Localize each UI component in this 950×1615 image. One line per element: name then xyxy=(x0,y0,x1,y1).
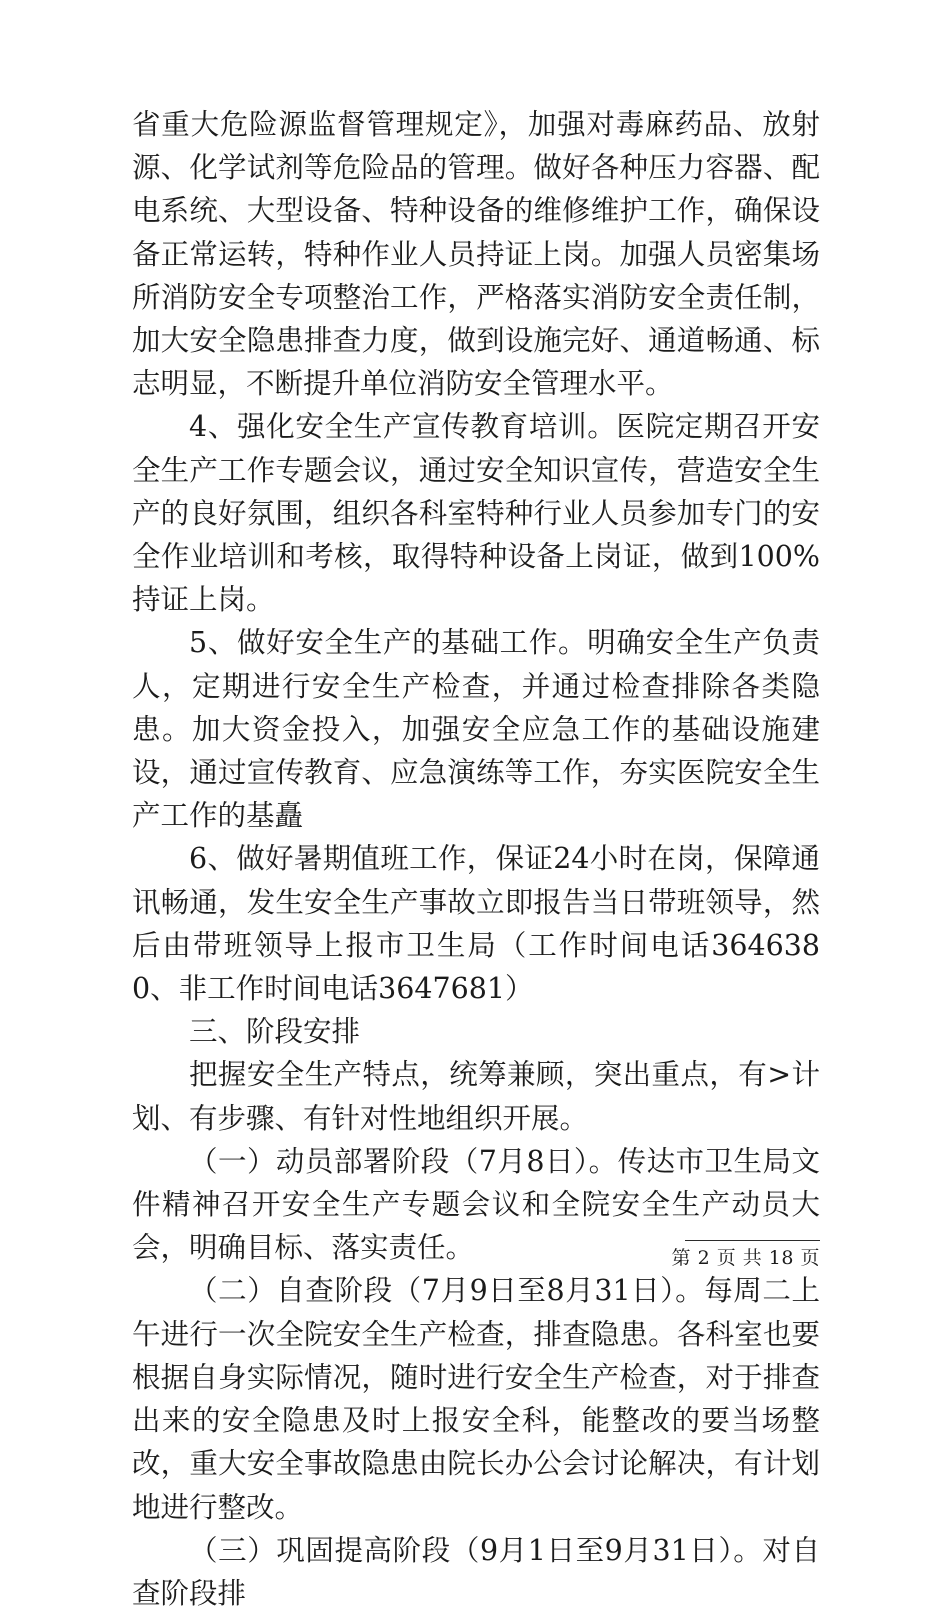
paragraph-phase-one-mobilization: （一）动员部署阶段（7月8日）。传达市卫生局文件精神召开安全生产专题会议和全院安全生产动员大会，明确目标、落实责任。 xyxy=(132,1144,820,1265)
page-number-label: 第 2 页 共 18 页 xyxy=(671,1247,820,1269)
paragraph-phase-three-consolidation: （三）巩固提高阶段（9月1日至9月31日）。对自查阶段排 xyxy=(132,1533,820,1610)
paragraph-item-4-training: 4、强化安全生产宣传教育培训。医院定期召开安全生产工作专题会议，通过安全知识宣传，营造安全生产的良好氛围，组织各科室特种行业人员参加专门的安全作业培训和考核，取得特种设备上岗证，做到100%持证上岗。 xyxy=(132,410,820,617)
paragraph-item-5-foundation-work: 5、做好安全生产的基础工作。明确安全生产负责人，定期进行安全生产检查，并通过检查排除各类隐患。加大资金投入，加强安全应急工作的基础设施建设，通过宣传教育、应急演练等工作，夯实医院安全生产工作的基矗 xyxy=(132,626,820,833)
paragraph-phase-two-self-inspection: （二）自查阶段（7月9日至8月31日）。每周二上午进行一次全院安全生产检查，排查隐患。各科室也要根据自身实际情况，随时进行安全生产检查，对于排查出来的安全隐患及时上报安全科，能整改的要当场整改，重大安全事故隐患由院长办公会讨论解决，有计划地进行整改。 xyxy=(132,1274,820,1524)
paragraph-section-three-intro: 把握安全生产特点，统筹兼顾，突出重点，有>计划、有步骤、有针对性地组织开展。 xyxy=(132,1058,820,1135)
document-body xyxy=(132,103,820,1615)
paragraph-item-6-summer-duty: 6、做好暑期值班工作，保证24小时在岗，保障通讯畅通，发生安全生产事故立即报告当日带班领导，然后由带班领导上报市卫生局（工作时间电话3646380、非工作时间电话3647681） xyxy=(132,842,820,1006)
paragraph-continued-hazardous-materials: 省重大危险源监督管理规定》，加强对毒麻药品、放射源、化学试剂等危险品的管理。做好各种压力容器、配电系统、大型设备、特种设备的维修维护工作，确保设备正常运转，特种作业人员持证上岗。加强人员密集场所消防安全专项整治工作，严格落实消防安全责任制，加大安全隐患排查力度，做到设施完好、通道畅通、标志明显，不断提升单位消防安全管理水平。 xyxy=(132,108,820,401)
footer-divider xyxy=(685,1240,820,1241)
heading-section-three: 三、阶段安排 xyxy=(189,1015,361,1049)
